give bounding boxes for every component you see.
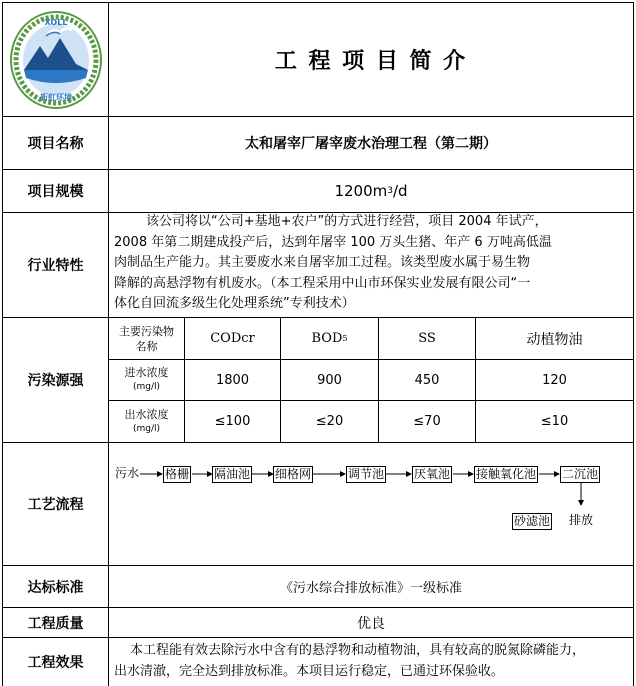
scale-unit-superscript: 3 xyxy=(387,186,393,196)
process-step-sewage: 污水 xyxy=(115,466,140,480)
standard-value: 《污水综合排放标准》一级标准 xyxy=(279,581,462,596)
process-arrows xyxy=(109,443,633,565)
pollutant-header-line: 名称 xyxy=(135,339,158,353)
industry-line: 降解的高悬浮物有机废水。（本工程采用中山市环保实业发展有限公司“一 xyxy=(114,275,531,291)
pollution-label: 污染源强 xyxy=(27,373,84,389)
effect-label: 工程效果 xyxy=(27,655,84,671)
industry-line: 肉制品生产能力。其主要废水来自屠宰加工过程。该类型废水属于易生物 xyxy=(114,255,531,270)
industry-line: 该公司将以“公司+基地+农户”的方式进行经营，项目 2004 年试产， xyxy=(146,214,548,229)
company-logo xyxy=(3,3,108,116)
effect-line: 出水清澈，完全达到排放标准。本项目运行稳定，已通过环保验收。 xyxy=(114,664,505,679)
scale-unit-suffix: /d xyxy=(392,182,408,200)
header-bod xyxy=(281,318,378,359)
process-step-contact-oxidation: 接触氧化池 xyxy=(476,467,537,481)
logo-bottom-text: 新虹环境 xyxy=(39,92,72,102)
bod-main-text: BOD xyxy=(311,331,343,346)
header-oil: 动植物油 xyxy=(526,331,583,348)
industry-label: 行业特性 xyxy=(27,258,84,274)
outflow-label xyxy=(109,401,184,442)
pollutant-header-line: 主要污染物 xyxy=(119,324,174,338)
outflow-bod: ≤20 xyxy=(315,414,344,429)
process-step-secondary-clarifier: 二沉池 xyxy=(562,467,599,481)
process-step-grille: 格栅 xyxy=(165,467,190,481)
process-step-anaerobic-tank: 厌氧池 xyxy=(414,467,451,481)
industry-line: 体化自回流多级生化处理系统”专利技术） xyxy=(114,296,355,311)
project-name-label: 项目名称 xyxy=(27,136,84,152)
inflow-ss: 450 xyxy=(414,372,440,388)
inflow-unit: (mg/l) xyxy=(132,382,161,392)
standard-label: 达标标准 xyxy=(27,579,84,596)
pollutant-header-label xyxy=(109,318,184,359)
inflow-cod: 1800 xyxy=(215,372,250,388)
table-border xyxy=(633,2,634,686)
project-name-value: 太和屠宰厂屠宰废水治理工程（第二期） xyxy=(245,136,497,152)
bod-subscript: 5 xyxy=(342,334,348,343)
effect-line: 本工程能有效去除污水中含有的悬浮物和动植物油，具有较高的脱氮除磷能力， xyxy=(130,643,586,658)
outflow-ss: ≤70 xyxy=(413,414,441,429)
industry-line: 2008 年第二期建成投产后，达到年屠宰 100 万头生猪、年产 6 万吨高低温 xyxy=(114,234,552,250)
inflow-oil: 120 xyxy=(542,372,567,388)
process-step-regulating-tank: 调节池 xyxy=(348,467,385,481)
process-step-oil-separator: 隔油池 xyxy=(214,467,251,481)
scale-label: 项目规模 xyxy=(27,184,84,200)
page-title: 工 程 项 目 简 介 xyxy=(274,49,468,74)
process-label: 工艺流程 xyxy=(27,497,84,513)
quality-value: 优良 xyxy=(357,615,385,632)
header-ss: SS xyxy=(418,331,436,346)
header-cod: CODcr xyxy=(210,331,255,346)
quality-label: 工程质量 xyxy=(27,615,84,632)
mountain-bird-logo-icon xyxy=(8,8,104,112)
process-sludge-filter: 砂滤池 xyxy=(514,514,551,528)
outflow-cod: ≤100 xyxy=(214,414,251,429)
process-discharge: 排放 xyxy=(569,513,594,527)
outflow-label-line: 出水浓度 xyxy=(124,407,169,421)
outflow-oil: ≤10 xyxy=(540,414,569,429)
inflow-bod: 900 xyxy=(317,372,342,388)
scale-number: 1200m xyxy=(334,182,388,200)
inflow-label-line: 进水浓度 xyxy=(124,366,169,379)
scale-value xyxy=(109,170,633,212)
inflow-label xyxy=(109,360,184,400)
industry-description xyxy=(114,212,628,315)
process-step-fine-screen: 细格网 xyxy=(275,467,312,481)
outflow-unit: (mg/l) xyxy=(132,423,161,434)
effect-description xyxy=(114,640,630,682)
logo-top-text: XOLL xyxy=(44,17,67,27)
